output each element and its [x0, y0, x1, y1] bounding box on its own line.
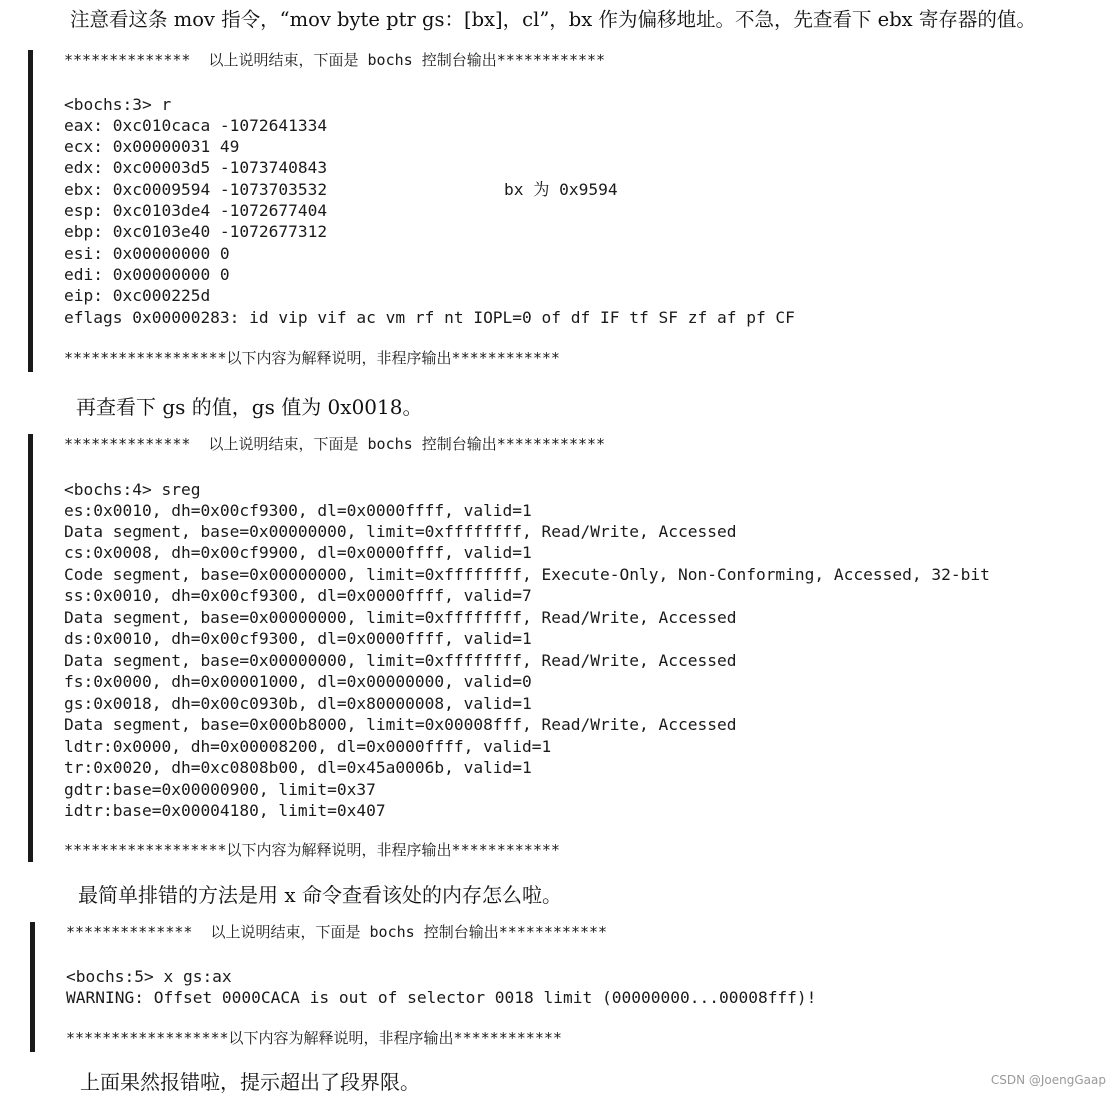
console-block-examine	[30, 922, 1110, 1052]
block-left-bar	[30, 922, 35, 1052]
block-left-bar	[28, 434, 33, 862]
separator-top: ************** 以上说明结束，下面是 bochs 控制台输出************	[64, 435, 606, 453]
console-line: eax: 0xc010caca -1072641334	[64, 116, 328, 135]
intro-paragraph: 注意看这条 mov 指令，“mov byte ptr gs：[bx]，cl”，bx 作为偏移地址。不急，先查看下 ebx 寄存器的值。	[70, 8, 1036, 31]
console-line: <bochs:4> sreg	[64, 480, 201, 499]
gs-paragraph: 再查看下 gs 的值，gs 值为 0x0018。	[76, 395, 423, 419]
console-line: cs:0x0008, dh=0x00cf9900, dl=0x0000ffff, valid=1	[64, 543, 532, 562]
console-line: ds:0x0010, dh=0x00cf9300, dl=0x0000ffff, valid=1	[64, 629, 532, 648]
separator-bottom: ******************以下内容为解释说明，非程序输出************	[64, 349, 560, 367]
console-line: Data segment, base=0x00000000, limit=0xffffffff, Read/Write, Accessed	[64, 651, 737, 670]
console-line: ebp: 0xc0103e40 -1072677312	[64, 222, 328, 241]
console-line: esi: 0x00000000 0	[64, 244, 230, 263]
console-line: tr:0x0020, dh=0xc0808b00, dl=0x45a0006b, valid=1	[64, 758, 532, 777]
separator-top: ************** 以上说明结束，下面是 bochs 控制台输出************	[64, 51, 606, 69]
console-line: Code segment, base=0x00000000, limit=0xffffffff, Execute-Only, Non-Conforming, Accessed, 32-bit	[64, 565, 990, 584]
console-line: Data segment, base=0x000b8000, limit=0x00008fff, Read/Write, Accessed	[64, 715, 737, 734]
console-line: eip: 0xc000225d	[64, 286, 211, 305]
console-line: ss:0x0010, dh=0x00cf9300, dl=0x0000ffff, valid=7	[64, 586, 532, 605]
warning-line: WARNING: Offset 0000CACA is out of selector 0018 limit (00000000...00008fff)!	[66, 988, 817, 1007]
separator-bottom: ******************以下内容为解释说明，非程序输出************	[66, 1029, 562, 1047]
console-line: esp: 0xc0103de4 -1072677404	[64, 201, 328, 220]
separator-top: ************** 以上说明结束，下面是 bochs 控制台输出************	[66, 923, 608, 941]
console-line: Data segment, base=0x00000000, limit=0xffffffff, Read/Write, Accessed	[64, 608, 737, 627]
console-line: edx: 0xc00003d5 -1073740843	[64, 158, 328, 177]
separator-bottom: ******************以下内容为解释说明，非程序输出************	[64, 841, 560, 859]
block-left-bar	[28, 50, 33, 372]
console-line: es:0x0010, dh=0x00cf9300, dl=0x0000ffff, valid=1	[64, 501, 532, 520]
watermark: CSDN @JoengGaap	[990, 1073, 1106, 1087]
console-block-segments	[28, 434, 1118, 862]
console-line: Data segment, base=0x00000000, limit=0xffffffff, Read/Write, Accessed	[64, 522, 737, 541]
ebx-annotation: bx 为 0x9594	[504, 180, 618, 199]
console-line: idtr:base=0x00004180, limit=0x407	[64, 801, 386, 820]
console-line: <bochs:5> x gs:ax	[66, 967, 232, 986]
console-line: eflags 0x00000283: id vip vif ac vm rf nt IOPL=0 of df IF tf SF zf af pf CF	[64, 308, 795, 327]
console-line: ecx: 0x00000031 49	[64, 137, 240, 156]
console-line: ebx: 0xc0009594 -1073703532	[64, 180, 328, 199]
console-line: edi: 0x00000000 0	[64, 265, 230, 284]
console-line: fs:0x0000, dh=0x00001000, dl=0x00000000, valid=0	[64, 672, 532, 691]
x-command-paragraph: 最简单排错的方法是用 x 命令查看该处的内存怎么啦。	[78, 883, 562, 907]
console-line: <bochs:3> r	[64, 95, 172, 114]
console-line: ldtr:0x0000, dh=0x00008200, dl=0x0000ffff, valid=1	[64, 737, 552, 756]
console-block-registers	[28, 50, 1108, 372]
console-line: gs:0x0018, dh=0x00c0930b, dl=0x80000008, valid=1	[64, 694, 532, 713]
conclusion-paragraph: 上面果然报错啦，提示超出了段界限。	[80, 1070, 420, 1094]
console-line: gdtr:base=0x00000900, limit=0x37	[64, 780, 376, 799]
